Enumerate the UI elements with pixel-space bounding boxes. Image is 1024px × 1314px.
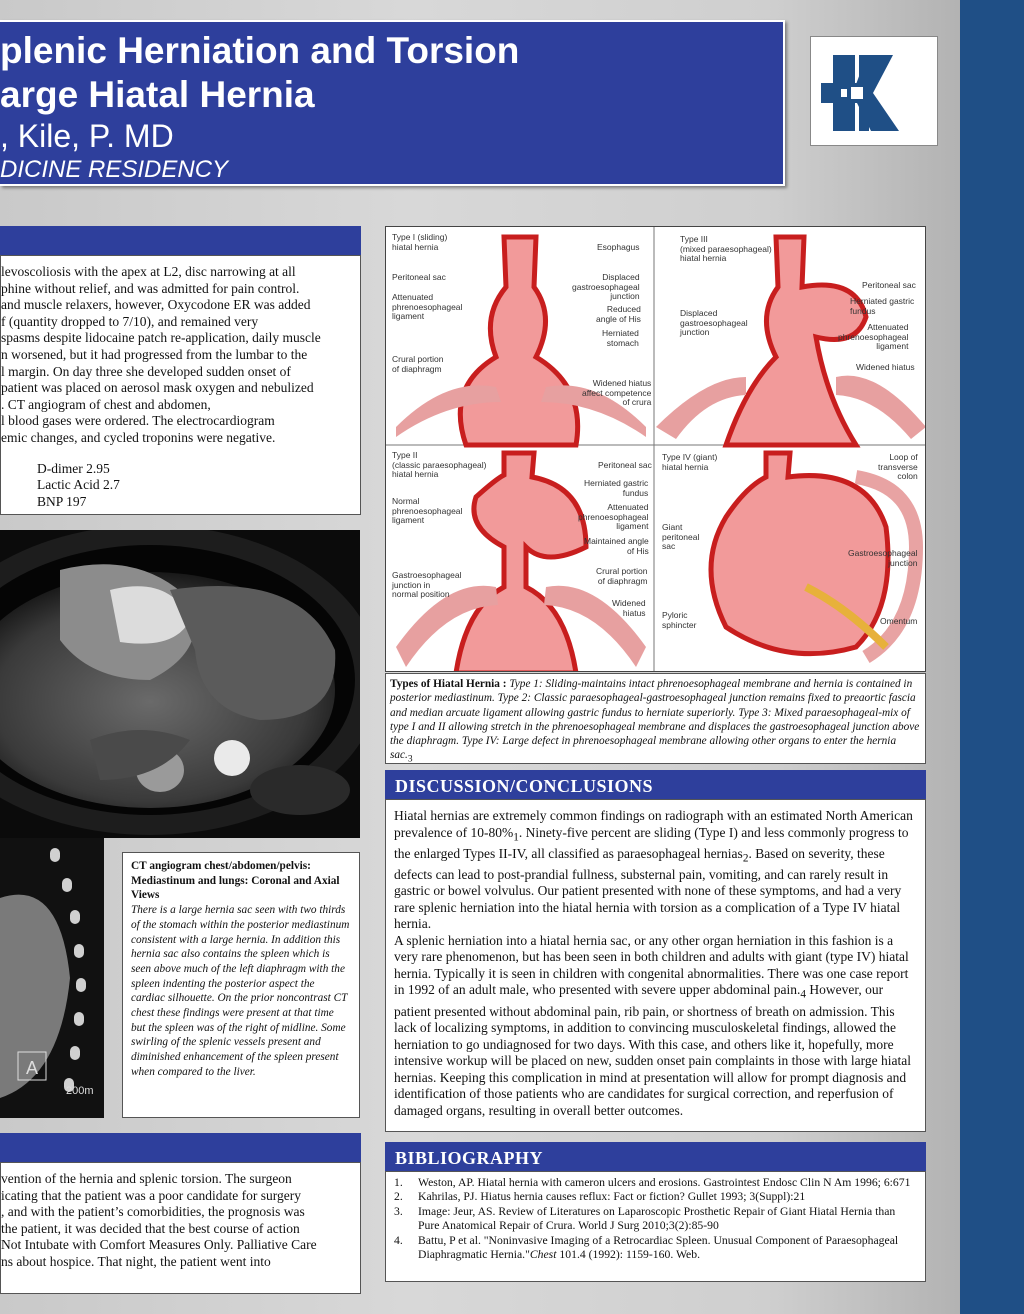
label-peritoneal-sac: Peritoneal sac: [392, 272, 446, 282]
label-displaced-ge-junction: Displaced gastroesophageal junction: [572, 272, 640, 302]
discussion-text: A splenic herniation into a hiatal hernia sac, or any other organ herniation in this fashion is a very rare phenomenon, but has been seen in both children and adults with giant (type IV) hiatal hernia. Typically it is seen in children with congenital abnormalities. There was one case report in 1992 of an adult male, who presented with severe upper abdominal pain.: [394, 932, 909, 998]
lab-bnp: BNP 197: [37, 493, 87, 509]
bib-text: Image: Jeur, AS. Review of Literatures on Laparoscopic Prosthetic Repair of Giant Hiatal Hernia than Pure Anatomical Repair of Crura. World J Surg 2010;3(2):85-90: [418, 1204, 896, 1233]
ct-coronal-image: [0, 838, 104, 1118]
figure-caption-panel: [385, 673, 926, 764]
discussion-text: Hiatal hernias are extremely common findings on radiograph with an estimated North American prevalence of 10-80%: [394, 808, 913, 840]
label-ge-junction-normal: Gastroesophageal junction in normal position: [392, 570, 462, 600]
bib-number: 2.: [394, 1190, 403, 1204]
label-normal-ligament: Normal phrenoesophageal ligament: [392, 496, 463, 526]
bib-item: [394, 1234, 919, 1263]
figure-caption-text: Type 1: Sliding-maintains intact phrenoesophageal membrane and hernia is contained in posterior mediastinum. Type 2: Classic paraesophageal-gastroesophageal junction remains fixed to preaortic fascia and median arcuate ligament allowing gastric fundus to herniate superiorly. Type 3: Mixed paraesophageal-mix of type I and II allowing stretch in the phrenoesophageal membrane and displaces the gastroesophageal junction above the diaphragm. Type IV: Large defect in phrenoesophageal membrane allowing other organs to enter the hernia sac.: [390, 678, 920, 762]
label-giant-sac: Giant peritoneal sac: [662, 522, 700, 552]
discussion-header: DISCUSSION/CONCLUSIONS: [385, 770, 926, 800]
case-line: n worsened, but it had progressed from the lumbar to the: [1, 346, 308, 362]
case-line: l blood gases were ordered. The electrocardiogram: [1, 413, 275, 429]
figure-caption-title: Types of Hiatal Hernia :: [390, 678, 510, 690]
bibliography-panel: [385, 1171, 926, 1282]
bib-number: 3.: [394, 1204, 403, 1218]
plan-line: icating that the patient was a poor candidate for surgery: [1, 1187, 302, 1203]
label-crural-portion-2: Crural portion of diaphragm: [596, 566, 648, 586]
plan-panel: [0, 1162, 361, 1294]
bib-item: [394, 1205, 919, 1234]
case-line: spasms despite lidocaine patch re-application, daily muscle: [1, 330, 321, 346]
label-type-3: Type III (mixed paraesophageal) hiatal hernia: [680, 234, 772, 264]
case-presentation-panel: [0, 255, 361, 515]
label-attenuated-ligament: Attenuated phrenoesophageal ligament: [392, 292, 463, 322]
label-herniated-fundus-2: Herniated gastric fundus: [584, 478, 649, 498]
ct-axial-image: [0, 530, 360, 838]
ct-caption-panel: [122, 852, 360, 1118]
ct-caption-text: There is a large hernia sac seen with two thirds of the stomach within the posterior mediastinum consistent with a large hernia. In addition this hernia sac also contains the spleen which is seen above much of the left diaphragm with the spleen indenting the posterior aspect the cardiac silhouette. On the prior noncontrast CT chest these findings were present at that time but the spleen was of the right of midline. Some swirling of the splenic vessels present and diminished enhancement of the spleen present when compared to the liver.: [131, 904, 350, 1078]
bib-text: 101.4 (1992): 1159-160. Web.: [556, 1248, 700, 1262]
label-peritoneal-sac-3: Peritoneal sac: [862, 280, 916, 290]
medical-cross-k-logo-icon: [810, 36, 938, 146]
case-line: emic changes, and cycled troponins were negative.: [1, 429, 276, 445]
label-type-1: Type I (sliding) hiatal hernia: [392, 232, 448, 252]
plan-section-header: [0, 1133, 361, 1163]
label-widened-hiatus-2: Widened hiatus: [612, 598, 646, 618]
case-line: patient was placed on aerosol mask oxygen and nebulized: [1, 380, 314, 396]
poster-title-line-1: plenic Herniation and Torsion: [0, 30, 520, 71]
label-ge-junction-4: Gastroesophageal junction: [848, 548, 918, 568]
ct-marker-label: A: [26, 1058, 39, 1078]
poster-residency: DICINE RESIDENCY: [0, 156, 229, 183]
label-reduced-angle: Reduced angle of His: [596, 304, 641, 324]
label-esophagus: Esophagus: [597, 242, 640, 252]
ct-caption-title: CT angiogram chest/abdomen/pelvis: Mediastinum and lungs: Coronal and Axial Views: [131, 860, 340, 902]
label-attenuated-ligament-2: Attenuated phrenoesophageal ligament: [578, 502, 649, 532]
plan-line: the patient, it was decided that the best course of action: [1, 1220, 300, 1236]
bib-item: [394, 1176, 919, 1190]
plan-line: ns about hospice. That night, the patient went into: [1, 1253, 271, 1269]
bib-text: Kahrilas, PJ. Hiatus hernia causes reflux: Fact or fiction? Gullet 1993; 3(Suppl):21: [418, 1190, 806, 1204]
label-crural-portion: Crural portion of diaphragm: [392, 354, 444, 374]
poster-authors: , Kile, P. MD: [0, 118, 174, 154]
bib-journal: Chest: [529, 1248, 557, 1262]
discussion-text: . Based on severity, these defects can lead to post-prandial fullness, substernal pain, vomiting, and can rarely result in gastric or bowel volvulus. Our patient presented with none of these symptoms, and had a very rare splenic herniation into the hiatal hernia with torsion as a complication of a Type IV hiatal hernia.: [394, 845, 902, 932]
discussion-text: However, our patient presented without abdominal pain, rib pain, or shortness of breath on admission. This lack of localizing symptoms, in addition to convincing musculoskeletal findings, allowed the herniation to go undiagnosed for two days. With this case, and others like it, hopefully, more intensive workup will be placed on new, sudden onset pain complaints in those with large hiatal hernias. Keeping this complication in mind at presentation will allow for prompt diagnosis and identification of those patients who are candidates for surgical correction, and reperfusion of damaged organs, resulting in overall better outcomes.: [394, 982, 912, 1118]
label-attenuated-ligament-3: Attenuated phrenoesophageal ligament: [838, 322, 909, 352]
discussion-panel: [385, 799, 926, 1132]
label-loop-colon: Loop of transverse colon: [878, 452, 918, 482]
bib-number: 4.: [394, 1233, 403, 1247]
label-pyloric-sphincter: Pyloric sphincter: [662, 610, 697, 630]
figure-caption-ref: 3: [407, 754, 413, 765]
label-type-2: Type II (classic paraesophageal) hiatal hernia: [392, 450, 487, 480]
label-type-4: Type IV (giant) hiatal hernia: [662, 452, 718, 472]
case-line: f (quantity dropped to 7/10), and remained very: [1, 313, 259, 329]
label-widened-hiatus-3: Widened hiatus: [856, 362, 915, 372]
discussion-paragraph-2: [394, 933, 919, 1119]
bib-text: Weston, AP. Hiatal hernia with cameron ulcers and erosions. Gastrointest Endosc Clin N Am 1996; 6:671: [418, 1176, 911, 1189]
label-widened-hiatus: Widened hiatus affect competence of crura: [582, 378, 652, 408]
plan-line: , and with the patient’s comorbidities, the prognosis was: [1, 1204, 305, 1219]
lab-lactic-acid: Lactic Acid 2.7: [37, 477, 120, 493]
discussion-text: . Ninety-five percent are sliding (Type I) and less commonly progress to the enlarged Types II-IV, all classified as paraesophageal hernias: [394, 824, 909, 861]
bib-item: [394, 1190, 919, 1204]
ref-superscript: 2: [742, 852, 749, 865]
poster-title-banner: [0, 20, 785, 186]
poster-title-line-2: arge Hiatal Hernia: [0, 74, 315, 115]
case-section-header: [0, 226, 361, 256]
label-herniated-stomach: Herniated stomach: [602, 328, 639, 348]
lab-d-dimer: D-dimer 2.95: [37, 460, 110, 476]
bib-text: Battu, P et al. "Noninvasive Imaging of a Retrocardiac Spleen. Unusual Component of Paraesophageal Diaphragmatic Hernia.": [418, 1233, 899, 1262]
plan-line: Not Intubate with Comfort Measures Only. Palliative Care: [1, 1237, 317, 1252]
label-herniated-fundus-3: Herniated gastric fundus: [850, 296, 915, 316]
case-line: l margin. On day three she developed sudden onset of: [1, 363, 291, 379]
bibliography-header: BIBLIOGRAPHY: [385, 1142, 926, 1172]
label-displaced-ge-junction-3: Displaced gastroesophageal junction: [680, 308, 748, 338]
lab-values: [37, 461, 356, 511]
case-line: phine without relief, and was admitted for pain control.: [1, 280, 300, 296]
label-omentum: Omentum: [880, 616, 918, 626]
case-line: . CT angiogram of chest and abdomen,: [1, 396, 211, 412]
hiatal-hernia-types-figure: [385, 226, 926, 672]
plan-line: vention of the hernia and splenic torsion. The surgeon: [1, 1171, 292, 1186]
ref-superscript: 1: [513, 831, 519, 844]
case-line: levoscoliosis with the apex at L2, disc narrowing at all: [1, 264, 296, 279]
label-peritoneal-sac-2: Peritoneal sac: [598, 460, 652, 470]
label-maintained-angle: Maintained angle of His: [584, 536, 649, 556]
case-line: and muscle relaxers, however, Oxycodone ER was added: [1, 297, 311, 313]
ref-superscript: 4: [800, 989, 807, 1002]
bib-number: 1.: [394, 1176, 403, 1189]
ct-scale-label: 200m: [66, 1085, 94, 1097]
right-sidebar-band: [960, 0, 1024, 1314]
discussion-paragraph-1: [394, 808, 919, 933]
